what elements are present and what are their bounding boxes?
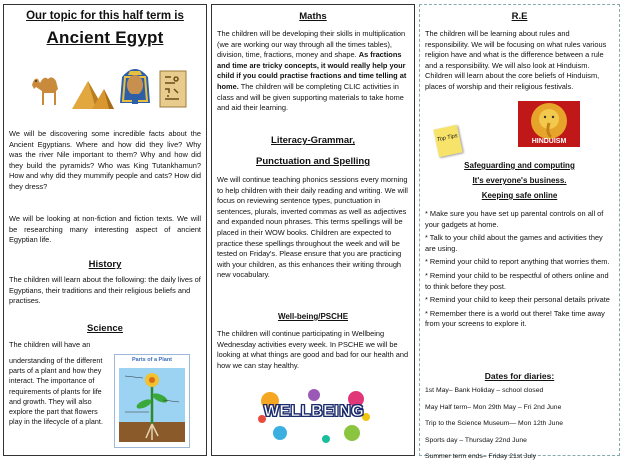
hieroglyph-scroll-icon	[158, 69, 188, 109]
plant-image-title: Parts of a Plant	[131, 357, 173, 363]
intro-text: We will be discovering some incredible facts about the Ancient Egyptians. Where and how did they live? Why was the river Nile important to them? Why and how did they build the pyramids? Who was King Tutankhamun? How and why did they mummify people and cats? How did they dress?	[9, 129, 201, 191]
pharaoh-icon	[118, 63, 152, 109]
date-item: Sports day – Thursday 22nd June	[425, 436, 527, 444]
science-text: understanding of the different parts of a plant and how they interact. The importance of requirements of plants for life and growth. They will also explore the part that flowers play in the lifecycle of a plant.	[9, 356, 103, 427]
top-tips-note	[433, 125, 462, 157]
camel-icon	[30, 69, 66, 109]
intro-text-2: We will be looking at non-fiction and fiction texts. We will be researching many interesting aspect of ancient Egyptian life.	[9, 214, 201, 245]
science-line-1: The children will have an	[9, 340, 91, 349]
safety-tip: * Talk to your child about the games and activities they are using.	[425, 233, 603, 253]
date-item: 1st May– Bank Holiday – school closed	[425, 387, 544, 394]
safeguarding-subheading: It's everyone's business.	[472, 176, 567, 185]
safety-tip: * Remind your child to report anything that worries them.	[425, 257, 610, 267]
science-heading: Science	[87, 323, 123, 334]
wellbeing-heading: Well-being/PSCHE	[277, 312, 349, 321]
pyramids-icon	[70, 75, 114, 111]
wellbeing-banner-text: WELLBEING	[263, 403, 365, 420]
plant-diagram-icon	[115, 364, 189, 446]
topic-title: Ancient Egypt	[46, 28, 164, 47]
dates-list	[420, 385, 619, 463]
re-safeguarding-panel	[419, 4, 620, 460]
maths-literacy-panel	[211, 4, 415, 456]
maths-text	[217, 29, 409, 114]
history-text: The children will learn about the following: the daily lives of Egyptians, their traditions and their religious beliefs and practises.	[9, 275, 201, 306]
safeguarding-heading: Safeguarding and computing	[464, 161, 575, 170]
maths-heading: Maths	[299, 11, 327, 22]
safety-tip: * Remind your child to keep their personal details private	[425, 295, 610, 305]
safety-tip: * Remember there is a world out there! Take time away from your screens to explore it.	[425, 308, 605, 329]
literacy-heading-2: Punctuation and Spelling	[256, 156, 370, 167]
safety-tips-list	[420, 209, 619, 330]
topic-heading: Our topic for this half term is	[26, 10, 184, 22]
date-item: Summer term ends– Friday 21st July	[425, 453, 537, 460]
re-heading: R.E	[511, 11, 528, 22]
hinduism-label: HINDUISM	[531, 138, 567, 145]
ancient-egypt-panel	[3, 4, 207, 456]
hinduism-image	[518, 101, 580, 147]
maths-text-2: The children will be completing CLIC activities in class and will be given supporting materials to take home and aid their learning.	[217, 81, 404, 113]
literacy-text: We will continue teaching phonics sessions every morning to help children with their daily reading and writing. We will focus on reviewing sentence types, punctuation in sentences, plurals, inverted commas as well as adjectives and expanded noun phrases. This terms spellings will be placed in their WOW books. Children are expected to practice these spellings throughout the week and will be tested on Friday's. Please ensure that you are practicing with your children, as this enhances their writing through new vocabulary.	[217, 175, 408, 280]
history-heading: History	[88, 259, 122, 270]
safety-tip: * Make sure you have set up parental controls on all of your gadgets at home.	[425, 209, 604, 229]
wellbeing-banner	[256, 387, 372, 445]
maths-text-1: The children will be developing their skills in multiplication (we are working our way through all the times tables), division, time, fractions, money and shape.	[217, 29, 406, 60]
maths-text-bold: As fractions and time are tricky concepts, it would really help your child if you could practise fractions and time telling at home.	[217, 50, 407, 91]
top-tips-text: Top Tips	[436, 132, 459, 144]
egypt-icons	[30, 63, 190, 115]
keeping-safe-heading: Keeping safe online	[481, 191, 558, 200]
plant-image	[114, 354, 190, 448]
literacy-heading-1: Literacy-Grammar,	[271, 135, 355, 146]
re-text: The children will be learning about rules and responsibility. We will be focusing on what rules various religion have and what is the difference between a rule and a responsibility. We will also look at Hinduism. Children will learn about the core beliefs of Hinduism, places of worship and their religious festivals.	[425, 29, 607, 91]
date-item: May Half term– Mon 29th May – Fri 2nd June	[425, 403, 562, 411]
wellbeing-text: The children will continue participating in Wellbeing Wednesday activities every week. In PSCHE we will be looking at what things are good and bad for our health and how we can stay healthy.	[217, 329, 409, 370]
dates-heading: Dates for diaries:	[484, 371, 555, 381]
safety-tip: * Remind your child to be respectful of others online and to think before they post.	[425, 270, 609, 291]
date-item: Trip to the Science Museum— Mon 12th June	[425, 420, 564, 427]
